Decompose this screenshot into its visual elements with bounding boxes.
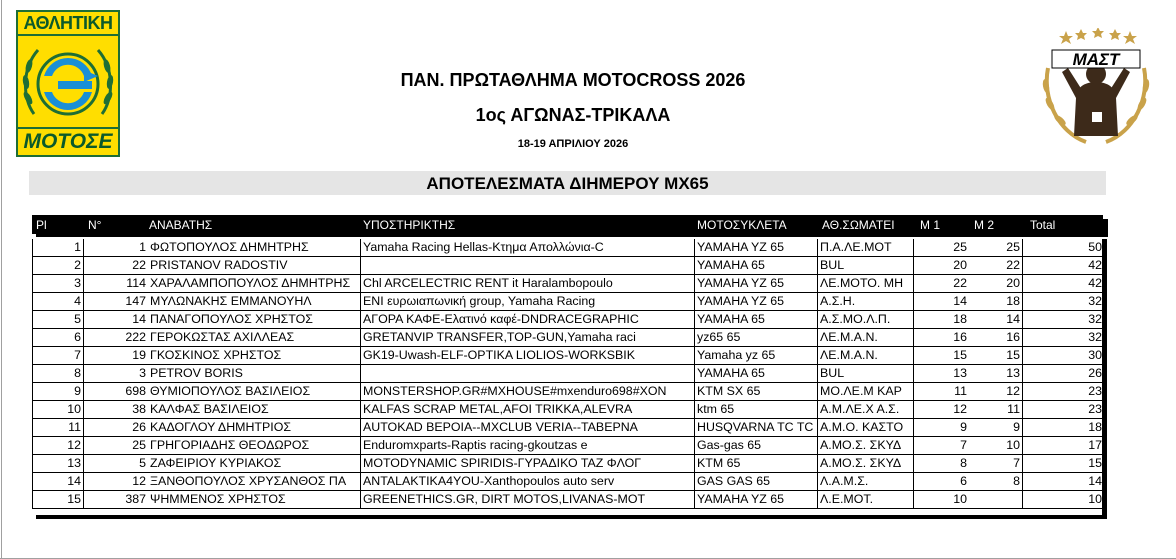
logo-left-top-text: ΑΘΛΗΤΙΚΗ — [16, 10, 120, 36]
cell-number: 222 — [125, 330, 146, 344]
cell-rider: ΓΡΗΓΟΡΙΑΔΗΣ ΘΕΟΔΩΡΟΣ — [148, 437, 361, 454]
table-row — [33, 401, 1104, 419]
cell-m1: 11 — [954, 384, 967, 398]
cell-pl: 10 — [33, 401, 84, 418]
cell-m2: 11 — [969, 401, 1023, 418]
cell-m1: 22 — [953, 276, 967, 290]
cell-sponsor: GRETANVIP TRANSFER,TOP-GUN,Yamaha raci — [361, 329, 695, 346]
col-header-m2: Μ 2 — [974, 218, 995, 232]
mast-logo-text: ΜΑΣΤ — [1072, 50, 1120, 69]
cell-total: 30 — [1088, 348, 1102, 362]
cell-pl: 9 — [33, 383, 84, 400]
cell-m2: 13 — [969, 365, 1023, 382]
cell-number: 698 — [125, 384, 146, 398]
cell-rider: PRISTANOV RADOSTIV — [148, 257, 361, 274]
cell-club: ΛΕ.ΜΟΤΟ. ΜΗ — [818, 275, 914, 292]
cell-rider: ΞΑΝΘΟΠΟΥΛΟΣ ΧΡΥΣΑΝΘΟΣ ΠΑ — [148, 473, 361, 490]
cell-club: Α.Μ.Ο. ΚΑΣΤΟ — [818, 419, 914, 436]
cell-sponsor: Chl ARCELECTRIC RENT it Haralambopoulo — [361, 275, 695, 292]
cell-total: 10 — [1088, 492, 1102, 506]
cell-m2: 22 — [969, 257, 1023, 274]
cell-number: 14 — [132, 312, 146, 326]
cell-pl: 8 — [33, 365, 84, 382]
table-row — [33, 347, 1104, 365]
cell-club: Λ.Ε.ΜΟΤ. — [818, 491, 914, 508]
cell-sponsor: MOTODYNAMIC SPIRIDIS-ΓΥΡΑΔΙΚΟ ΤΑΖ ΦΛΟΓ — [361, 455, 695, 472]
table-row — [33, 275, 1104, 293]
cell-club: ΛΕ.Μ.Α.Ν. — [818, 329, 914, 346]
cell-rider: ΠΑΝΑΓΟΠΟΥΛΟΣ ΧΡΗΣΤΟΣ — [148, 311, 361, 328]
section-title: ΑΠΟΤΕΛΕΣΜΑΤΑ ΔΙΗΜΕΡΟΥ MX65 — [426, 174, 709, 193]
cell-sponsor: ENI ευρωιαπωνική group, Yamaha Racing — [361, 293, 695, 310]
cell-m1: 8 — [960, 456, 967, 470]
cell-pl: 12 — [33, 437, 84, 454]
cell-number: 114 — [126, 276, 146, 290]
cell-m2: 8 — [969, 473, 1023, 490]
cell-m1: 10 — [953, 492, 967, 506]
cell-pl: 2 — [33, 257, 84, 274]
cell-rider: ΦΩΤΟΠΟΥΛΟΣ ΔΗΜΗΤΡΗΣ — [148, 239, 361, 256]
col-header-m1: Μ 1 — [920, 218, 941, 232]
event-date: 18-19 ΑΠΡΙΛΙΟΥ 2026 — [517, 138, 629, 150]
cell-club: Α.Σ.ΜΟ.Λ.Π. — [818, 311, 914, 328]
cell-total: 32 — [1088, 330, 1102, 344]
cell-sponsor: GK19-Uwash-ELF-OPTIKA LIOLIOS-WORKSBIK — [361, 347, 695, 364]
cell-m1: 15 — [953, 348, 967, 362]
cell-club: Α.ΜΟ.Σ. ΣΚΥΔ — [818, 455, 914, 472]
cell-club: Α.Μ.ΛΕ.Χ Α.Σ. — [818, 401, 914, 418]
table-shadow-right — [1103, 239, 1107, 519]
cell-pl: 14 — [33, 473, 84, 490]
cell-m2: 10 — [969, 437, 1023, 454]
cell-pl: 11 — [33, 419, 84, 436]
col-header-club: ΑΘ.ΣΩΜΑΤΕΙ — [822, 218, 895, 232]
cell-number: 147 — [125, 294, 146, 308]
cell-rider: ΚΑΔΟΓΛΟΥ ΔΗΜΗΤΡΙΟΣ — [148, 419, 361, 436]
cell-pl: 6 — [33, 329, 84, 346]
cell-bike: Gas-gas 65 — [695, 437, 818, 454]
cell-m2: 15 — [969, 347, 1023, 364]
cell-total: 26 — [1088, 366, 1102, 380]
cell-pl: 4 — [33, 293, 84, 310]
cell-bike: YAMAHA 65 — [695, 311, 818, 328]
cell-rider: ΓΚΟΣΚΙΝΟΣ ΧΡΗΣΤΟΣ — [148, 347, 361, 364]
table-row — [33, 329, 1104, 347]
cell-sponsor: KALFAS SCRAP METAL,AFOI TRIKKA,ALEVRA — [361, 401, 695, 418]
table-row — [33, 437, 1104, 455]
cell-total: 50 — [1088, 240, 1102, 254]
cell-rider: ΜΥΛΩΝΑΚΗΣ ΕΜΜΑΝΟΥΗΛ — [148, 293, 361, 310]
cell-total: 17 — [1088, 438, 1102, 452]
cell-rider: ΧΑΡΑΛΑΜΠΟΠΟΥΛΟΣ ΔΗΜΗΤΡΗΣ — [148, 275, 361, 292]
cell-club: BUL — [818, 257, 914, 274]
cell-m1: 16 — [953, 330, 967, 344]
cell-m1: 9 — [960, 420, 967, 434]
cell-total: 15 — [1088, 456, 1102, 470]
cell-m1: 14 — [953, 294, 967, 308]
cell-sponsor: ΑΓΟΡΑ ΚΑΦΕ-Ελατινό καφέ-DNDRACEGRAPHIC — [361, 311, 695, 328]
cell-bike: YAMAHA 65 — [695, 365, 818, 382]
cell-rider: ΓΕΡΟΚΩΣΤΑΣ ΑΧΙΛΛΕΑΣ — [148, 329, 361, 346]
table-row — [33, 293, 1104, 311]
cell-m2: 12 — [969, 383, 1023, 400]
cell-bike: YAMAHA YZ 65 — [695, 491, 818, 508]
cell-club: ΜΟ.ΛΕ.Μ ΚΑΡ — [818, 383, 914, 400]
table-row — [33, 419, 1104, 437]
cell-sponsor — [361, 365, 695, 382]
cell-bike: KTM 65 — [695, 455, 818, 472]
table-row — [33, 491, 1104, 509]
cell-total: 23 — [1088, 384, 1102, 398]
table-row — [33, 311, 1104, 329]
event-subtitle: 1ος ΑΓΩΝΑΣ-ΤΡΙΚΑΛΑ — [475, 105, 671, 125]
cell-m1: 25 — [953, 240, 967, 254]
cell-m1: 7 — [960, 438, 967, 452]
cell-rider: ΘΥΜΙΟΠΟΥΛΟΣ ΒΑΣΙΛΕΙΟΣ — [148, 383, 361, 400]
cell-m1: 6 — [960, 474, 967, 488]
cell-bike: YAMAHA YZ 65 — [695, 275, 818, 292]
cell-bike: yz65 65 — [695, 329, 818, 346]
cell-m2: 16 — [969, 329, 1023, 346]
cell-number: 22 — [132, 258, 146, 272]
cell-pl: 7 — [33, 347, 84, 364]
col-header-total: Total — [1030, 218, 1056, 232]
cell-total: 42 — [1088, 276, 1102, 290]
page-title: ΠΑΝ. ΠΡΩΤΑΘΛΗΜΑ MOTOCROSS 2026 — [400, 70, 746, 90]
cell-bike: YAMAHA YZ 65 — [695, 239, 818, 256]
table-row — [33, 365, 1104, 383]
cell-m1: 20 — [953, 258, 967, 272]
cell-pl: 13 — [33, 455, 84, 472]
cell-sponsor: ANTALAKTIKA4YOU-Xanthopoulos auto serv — [361, 473, 695, 490]
cell-pl: 3 — [33, 275, 84, 292]
cell-rider: ΚΑΛΦΑΣ ΒΑΣΙΛΕΙΟΣ — [148, 401, 361, 418]
results-table-body — [32, 239, 1104, 509]
cell-m2: 25 — [969, 239, 1023, 256]
cell-total: 14 — [1088, 474, 1102, 488]
cell-number: 12 — [132, 474, 146, 488]
cell-total: 32 — [1088, 312, 1102, 326]
col-header-rider: ΑΝΑΒΑΤΗΣ — [149, 218, 213, 232]
cell-m1: 18 — [953, 312, 967, 326]
cell-number: 5 — [139, 456, 146, 470]
cell-club: Π.Α.ΛΕ.ΜΟΤ — [818, 239, 914, 256]
cell-pl: 15 — [33, 491, 84, 508]
cell-sponsor: Enduromxparts-Raptis racing-gkoutzas e — [361, 437, 695, 454]
cell-club: BUL — [818, 365, 914, 382]
cell-bike: ktm 65 — [695, 401, 818, 418]
cell-bike: HUSQVARNA TC TC — [695, 419, 818, 436]
cell-m2: 18 — [969, 293, 1023, 310]
cell-club: Α.Σ.Η. — [818, 293, 914, 310]
cell-m2: 20 — [969, 275, 1023, 292]
table-shadow-bottom — [36, 515, 1107, 519]
cell-rider: ΨΗΜΜΕΝΟΣ ΧΡΗΣΤΟΣ — [148, 491, 361, 508]
cell-number: 387 — [125, 492, 146, 506]
cell-bike: YAMAHA 65 — [695, 257, 818, 274]
cell-pl: 1 — [33, 239, 84, 256]
cell-sponsor — [361, 257, 695, 274]
cell-m2: 9 — [969, 419, 1023, 436]
cell-sponsor: GREENETHICS.GR, DIRT MOTOS,LIVANAS-MOT — [361, 491, 695, 508]
cell-m2 — [969, 491, 1023, 508]
col-header-bike: ΜΟΤΟΣΥΚΛΕΤΑ — [697, 218, 787, 232]
cell-rider: ΖΑΦΕΙΡΙΟΥ ΚΥΡΙΑΚΟΣ — [148, 455, 361, 472]
cell-rider: PETROV BORIS — [148, 365, 361, 382]
cell-bike: GAS GAS 65 — [695, 473, 818, 490]
col-header-number: N° — [88, 218, 102, 232]
cell-number: 25 — [132, 438, 146, 452]
logo-left-bottom-text: ΜΟΤΟΣΕ — [16, 127, 120, 157]
cell-sponsor: MONSTERSHOP.GR#MXHOUSE#mxenduro698#XON — [361, 383, 695, 400]
cell-total: 18 — [1088, 420, 1102, 434]
cell-club: Λ.Α.Μ.Σ. — [818, 473, 914, 490]
table-header — [32, 215, 1103, 234]
cell-sponsor: AUTOKAD ΒΕΡΟΙΑ--MXCLUB VERIA--ΤΑΒΕΡΝΑ — [361, 419, 695, 436]
cell-bike: YAMAHA YZ 65 — [695, 293, 818, 310]
table-row — [33, 239, 1104, 257]
cell-bike: KTM SX 65 — [695, 383, 818, 400]
cell-total: 32 — [1088, 294, 1102, 308]
cell-number: 19 — [132, 348, 146, 362]
cell-number: 38 — [132, 402, 146, 416]
col-header-pl: Pl — [36, 218, 47, 232]
cell-m1: 12 — [953, 402, 967, 416]
cell-club: ΛΕ.Μ.Α.Ν. — [818, 347, 914, 364]
table-row — [33, 455, 1104, 473]
cell-number: 3 — [139, 366, 146, 380]
table-row — [33, 383, 1104, 401]
cell-number: 1 — [139, 240, 146, 254]
cell-club: Α.ΜΟ.Σ. ΣΚΥΔ — [818, 437, 914, 454]
table-row — [33, 257, 1104, 275]
col-header-sponsor: ΥΠΟΣΤΗΡΙΚΤΗΣ — [363, 218, 456, 232]
cell-m2: 14 — [969, 311, 1023, 328]
cell-total: 23 — [1088, 402, 1102, 416]
cell-number: 26 — [132, 420, 146, 434]
cell-pl: 5 — [33, 311, 84, 328]
cell-sponsor: Yamaha Racing Hellas-Κτημα Απολλώνια-C — [361, 239, 695, 256]
table-row — [33, 473, 1104, 491]
cell-bike: Yamaha yz 65 — [695, 347, 818, 364]
cell-m1: 13 — [953, 366, 967, 380]
cell-total: 42 — [1088, 258, 1102, 272]
cell-m2: 7 — [969, 455, 1023, 472]
